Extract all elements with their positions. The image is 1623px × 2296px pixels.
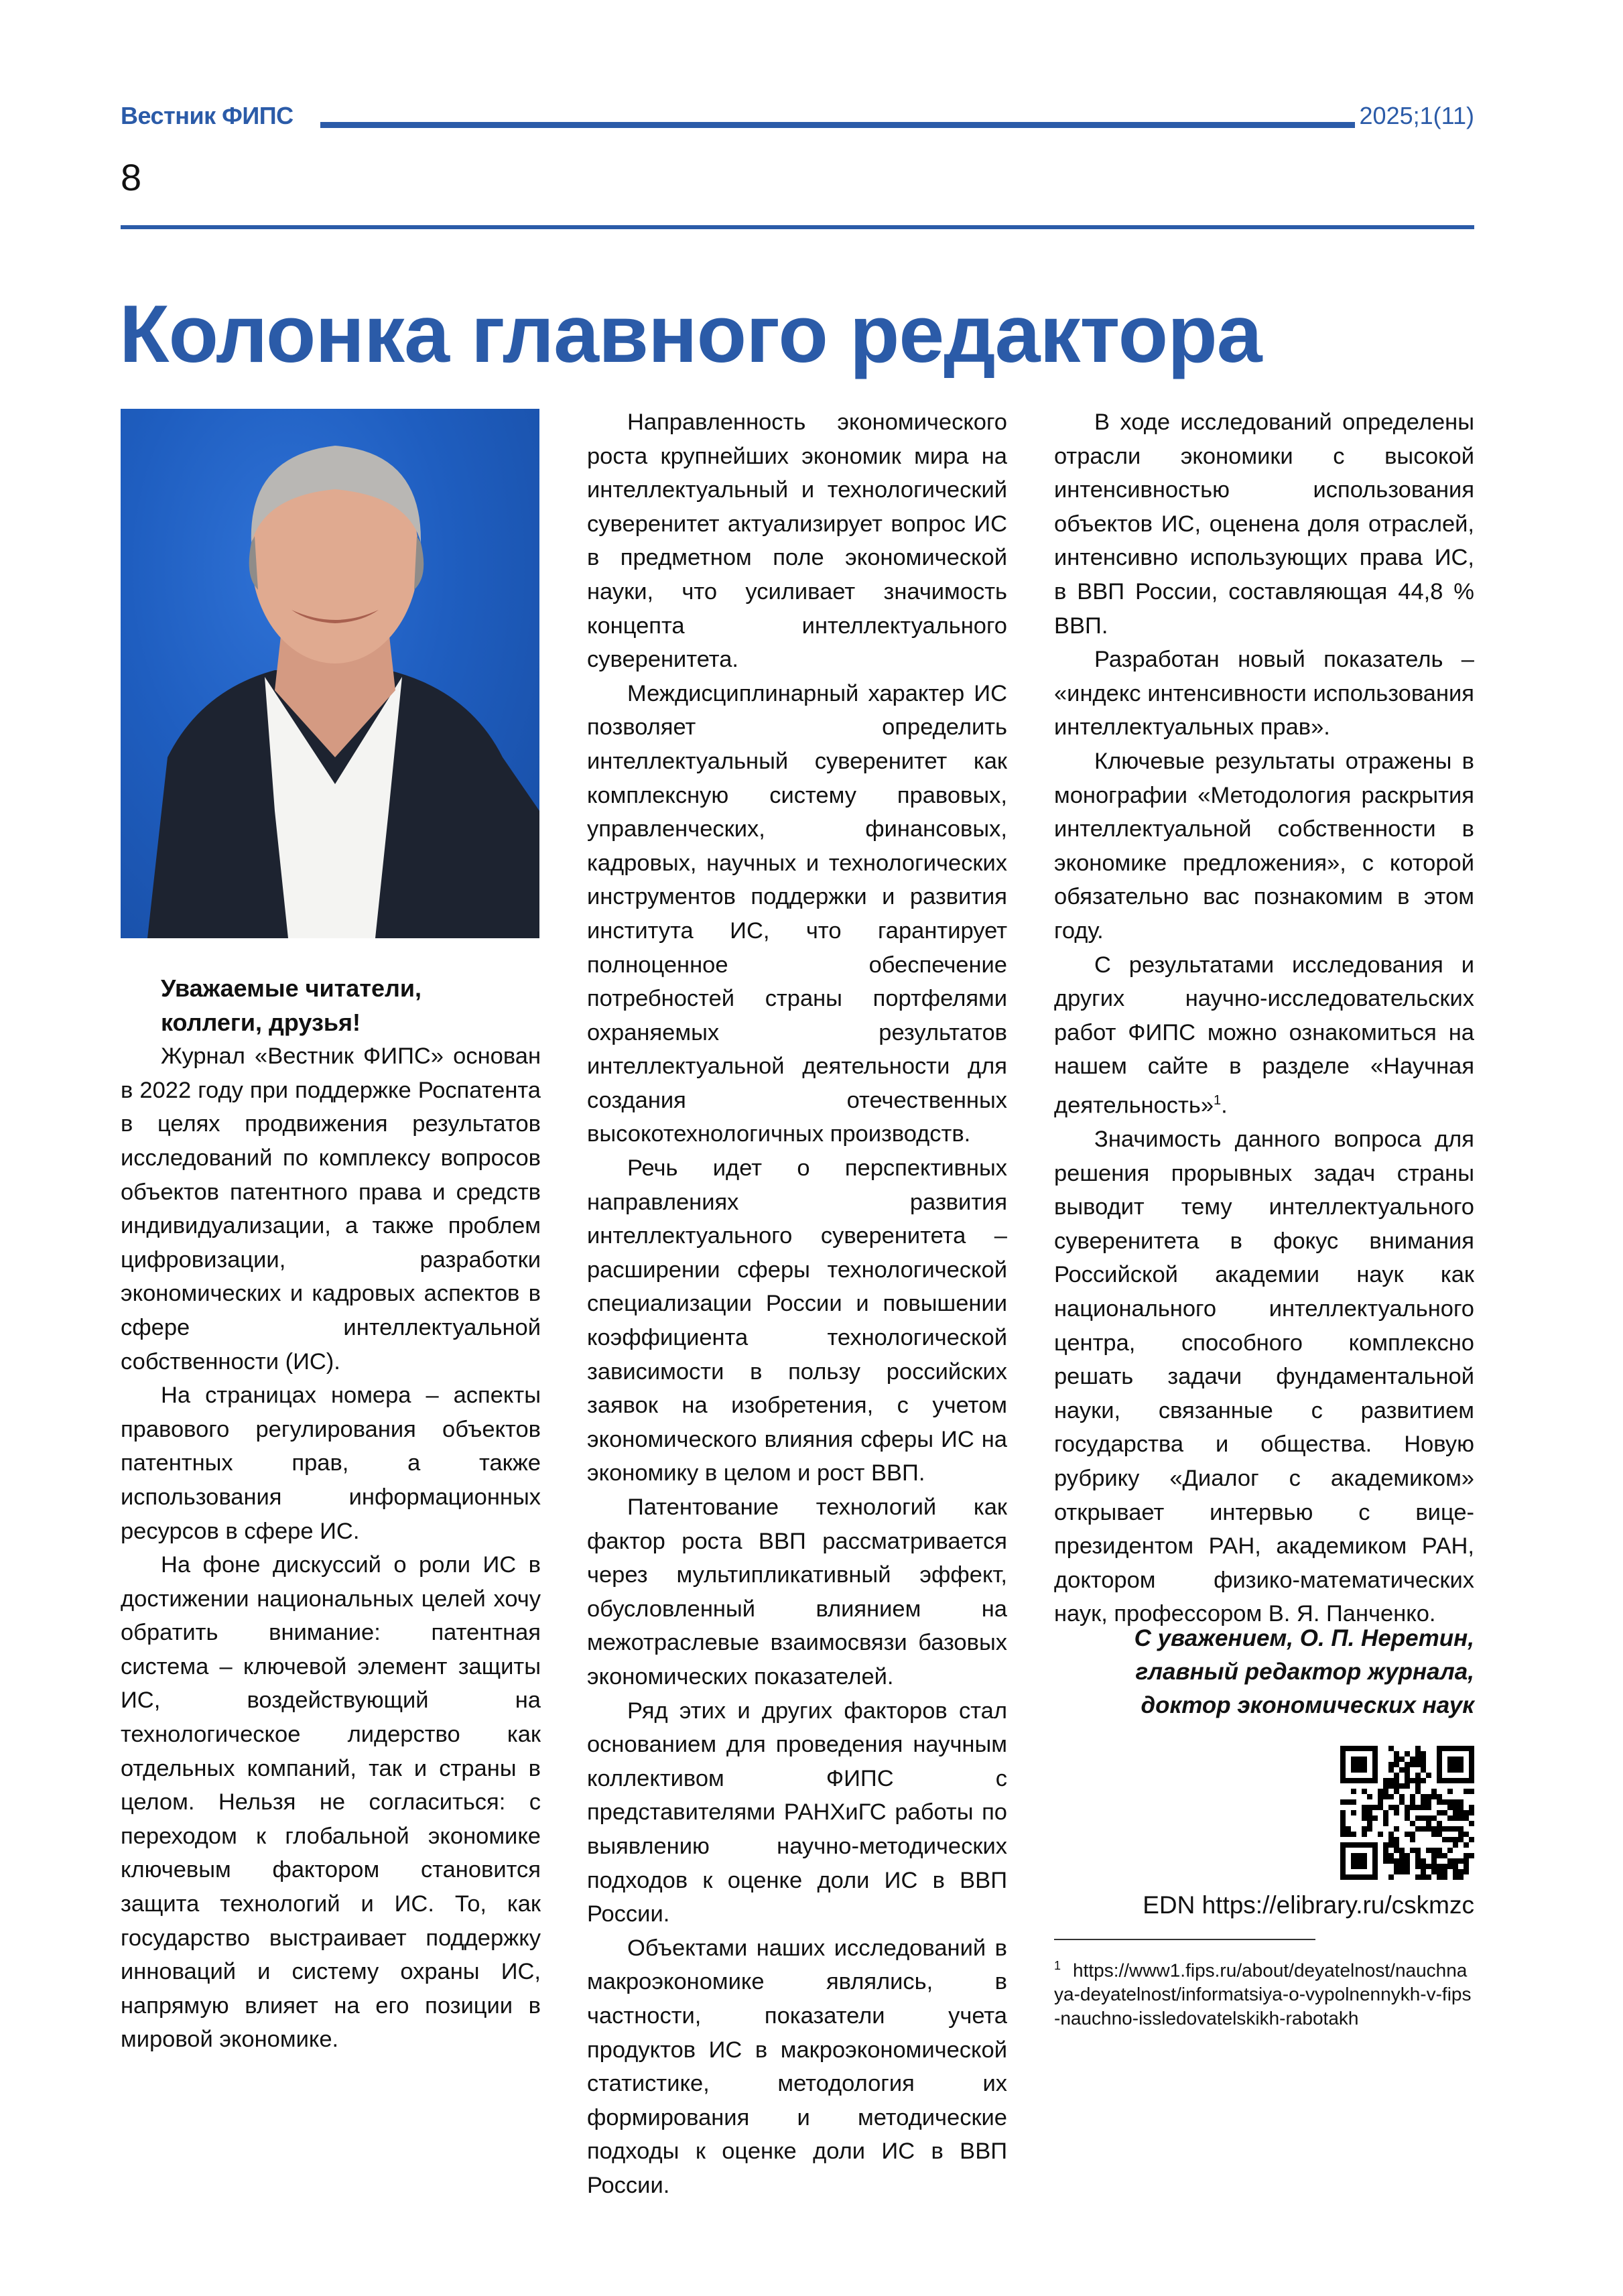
issue-number: 2025;1(11) <box>1359 102 1474 129</box>
qr-module <box>1383 1815 1388 1821</box>
greeting-heading <box>161 972 541 1039</box>
qr-module <box>1442 1874 1447 1880</box>
qr-module <box>1415 1805 1421 1810</box>
qr-module <box>1394 1869 1399 1874</box>
qr-module <box>1378 1794 1383 1799</box>
qr-module <box>1410 1762 1415 1767</box>
qr-module <box>1453 1874 1458 1880</box>
qr-module <box>1464 1789 1469 1794</box>
qr-module <box>1405 1805 1410 1810</box>
paragraph: Разработан новый показатель – «индекс интенсивности использования интеллектуальных прав». <box>1054 647 1474 741</box>
qr-module <box>1346 1832 1351 1837</box>
paragraph: Ряд этих и других факторов стал основанием для проведения научным коллективом ФИПС с представителями РАНХиГС работы по выявлению научно-методических подходов к оценке доли ИС в ВВП России. <box>587 1698 1007 1927</box>
qr-module <box>1394 1848 1399 1853</box>
qr-module <box>1469 1837 1474 1842</box>
paragraph-text: С результатами исследования и других научно-исследовательских работ ФИПС можно ознакомиться на нашем сайте в разделе «Научная деятельность» <box>1054 952 1474 1119</box>
qr-module <box>1388 1832 1394 1837</box>
qr-module <box>1421 1799 1426 1805</box>
qr-module <box>1351 1810 1356 1815</box>
qr-module <box>1399 1783 1405 1789</box>
qr-module <box>1421 1864 1426 1869</box>
edn-link[interactable]: EDN https://elibrary.ru/cskmzc <box>1143 1891 1474 1919</box>
qr-module <box>1340 1821 1346 1826</box>
qr-module <box>1431 1789 1437 1794</box>
qr-module <box>1437 1821 1442 1826</box>
qr-module <box>1394 1773 1399 1778</box>
qr-module <box>1415 1815 1421 1821</box>
qr-module <box>1399 1853 1405 1858</box>
qr-module <box>1458 1810 1464 1815</box>
qr-module <box>1431 1832 1437 1837</box>
qr-module <box>1437 1864 1442 1869</box>
qr-module <box>1394 1858 1399 1864</box>
qr-module <box>1383 1821 1388 1826</box>
qr-module <box>1351 1757 1367 1773</box>
qr-module <box>1421 1826 1426 1832</box>
qr-module <box>1410 1778 1415 1783</box>
qr-module <box>1378 1789 1383 1794</box>
paragraph: Направленность экономического роста крупнейших экономик мира на интеллектуальный и технологический суверенитет актуализирует вопрос ИС в предметном поле экономической науки, что усиливает значимость концепта интеллектуального суверенитета. <box>587 409 1007 673</box>
qr-module <box>1405 1853 1410 1858</box>
qr-module <box>1383 1810 1388 1815</box>
qr-module <box>1431 1826 1437 1832</box>
qr-module <box>1399 1799 1405 1805</box>
qr-module <box>1367 1815 1372 1821</box>
qr-module <box>1469 1853 1474 1858</box>
page-number: 8 <box>121 156 142 198</box>
header-divider <box>121 225 1474 229</box>
qr-module <box>1388 1783 1394 1789</box>
qr-module <box>1421 1778 1426 1783</box>
qr-module <box>1464 1842 1469 1848</box>
qr-module <box>1415 1757 1421 1762</box>
qr-module <box>1383 1848 1388 1853</box>
qr-module <box>1362 1815 1367 1821</box>
qr-module <box>1453 1810 1458 1815</box>
qr-module <box>1464 1858 1469 1864</box>
qr-module <box>1442 1853 1447 1858</box>
qr-module <box>1405 1815 1410 1821</box>
qr-module <box>1426 1794 1431 1799</box>
qr-module <box>1421 1805 1426 1810</box>
qr-module <box>1431 1853 1437 1858</box>
qr-module <box>1421 1869 1426 1874</box>
qr-module <box>1394 1837 1399 1842</box>
qr-module <box>1447 1815 1453 1821</box>
qr-module <box>1437 1853 1442 1858</box>
column-2 <box>587 405 1007 2202</box>
qr-module <box>1426 1848 1431 1853</box>
qr-module <box>1447 1837 1453 1842</box>
qr-module <box>1421 1762 1426 1767</box>
qr-module <box>1447 1826 1453 1832</box>
qr-module <box>1405 1783 1410 1789</box>
qr-module <box>1415 1746 1421 1751</box>
qr-module <box>1442 1810 1447 1815</box>
paragraph: Объектами наших исследований в макроэкономике являлись, в частности, показатели учета продуктов ИС в макроэкономической статистике, методология их формирования и методические подходы к оценке доли ИС в ВВП России. <box>587 1935 1007 2198</box>
qr-module <box>1367 1794 1372 1799</box>
signature <box>1134 1622 1474 1722</box>
qr-module <box>1405 1858 1410 1864</box>
qr-module <box>1415 1826 1421 1832</box>
qr-module <box>1394 1826 1399 1832</box>
qr-module <box>1399 1757 1405 1762</box>
qr-module <box>1362 1805 1367 1810</box>
qr-module <box>1410 1832 1415 1837</box>
period: . <box>1221 1092 1228 1119</box>
qr-module <box>1399 1794 1405 1799</box>
qr-module <box>1421 1858 1426 1864</box>
qr-module <box>1410 1821 1415 1826</box>
page-title: Колонка главного редактора <box>119 288 1262 379</box>
qr-module <box>1453 1799 1458 1805</box>
qr-module <box>1453 1815 1458 1821</box>
qr-module <box>1453 1869 1458 1874</box>
qr-module <box>1442 1869 1447 1874</box>
paragraph: Журнал «Вестник ФИПС» основан в 2022 году при поддержке Роспатента в целях продвижения результатов исследований по комплексу вопросов объектов патентного права и средств индивидуализации, а также проблем цифровизации, разработки экономических и кадровых аспектов в сфере интеллектуальной собственности (ИС). <box>121 1043 541 1375</box>
qr-module <box>1464 1832 1469 1837</box>
qr-module <box>1437 1826 1442 1832</box>
qr-module <box>1394 1864 1399 1869</box>
qr-module <box>1394 1789 1399 1794</box>
qr-module <box>1394 1810 1399 1815</box>
qr-module <box>1388 1842 1394 1848</box>
qr-module <box>1415 1762 1421 1767</box>
qr-module <box>1437 1810 1442 1815</box>
qr-module <box>1437 1874 1442 1880</box>
qr-module <box>1415 1783 1421 1789</box>
qr-module <box>1458 1874 1464 1880</box>
qr-module <box>1415 1751 1421 1757</box>
qr-module <box>1367 1826 1372 1832</box>
qr-module <box>1394 1757 1399 1762</box>
qr-module <box>1421 1751 1426 1757</box>
qr-module <box>1415 1773 1421 1778</box>
qr-module <box>1340 1832 1346 1837</box>
qr-module <box>1442 1837 1447 1842</box>
qr-module <box>1340 1799 1346 1805</box>
qr-module <box>1458 1815 1464 1821</box>
column-1 <box>121 972 541 2057</box>
footnote-marker: 1 <box>1054 1959 1061 1972</box>
qr-module <box>1437 1794 1442 1799</box>
qr-module <box>1410 1794 1415 1799</box>
signature-line: С уважением, О. П. Неретин, <box>1134 1625 1474 1651</box>
qr-module <box>1405 1751 1410 1757</box>
qr-module <box>1421 1815 1426 1821</box>
qr-module <box>1447 1864 1453 1869</box>
qr-module <box>1383 1783 1388 1789</box>
paragraph: На фоне дискуссий о роли ИС в достижении национальных целей хочу обратить внимание: патентная система – ключевой элемент защиты ИС, воздействующий на технологическое лидерство как отдельных компаний, так и страны в целом. Нельзя не согласиться: с переходом к глобальной экономике ключевым фактором становится защита технологий и ИС. То, как государство выстраивает поддержку инноваций и систему охраны ИС, напрямую влияет на его позиции в мировой экономике. <box>121 1552 541 2053</box>
footnote-divider <box>1054 1939 1315 1940</box>
column-3 <box>1054 405 1474 1631</box>
qr-module <box>1383 1778 1388 1783</box>
qr-module <box>1399 1864 1405 1869</box>
qr-module <box>1362 1789 1367 1794</box>
qr-module <box>1394 1842 1399 1848</box>
qr-module <box>1415 1789 1421 1794</box>
qr-module <box>1372 1805 1378 1810</box>
qr-module <box>1442 1799 1447 1805</box>
qr-module <box>1405 1864 1410 1869</box>
qr-module <box>1340 1815 1346 1821</box>
qr-module <box>1388 1762 1394 1767</box>
qr-module <box>1362 1826 1367 1832</box>
qr-module <box>1458 1799 1464 1805</box>
qr-module <box>1447 1799 1453 1805</box>
qr-module <box>1421 1794 1426 1799</box>
qr-module <box>1383 1789 1388 1794</box>
qr-module <box>1458 1837 1464 1842</box>
qr-module <box>1431 1864 1437 1869</box>
qr-module <box>1351 1853 1367 1869</box>
qr-module <box>1399 1767 1405 1773</box>
qr-module <box>1431 1848 1437 1853</box>
qr-module <box>1458 1869 1464 1874</box>
qr-module <box>1421 1757 1426 1762</box>
qr-module <box>1415 1874 1421 1880</box>
qr-module <box>1442 1864 1447 1869</box>
qr-module <box>1383 1842 1388 1848</box>
qr-module <box>1410 1837 1415 1842</box>
qr-module <box>1394 1762 1399 1767</box>
qr-module <box>1431 1858 1437 1864</box>
greeting-line: Уважаемые читатели, <box>161 974 421 1002</box>
qr-module <box>1367 1821 1372 1826</box>
qr-module <box>1394 1778 1399 1783</box>
qr-module <box>1378 1832 1383 1837</box>
qr-module <box>1394 1783 1399 1789</box>
qr-module <box>1351 1799 1356 1805</box>
qr-module <box>1464 1864 1469 1869</box>
qr-module <box>1399 1869 1405 1874</box>
qr-module <box>1426 1805 1431 1810</box>
qr-module <box>1405 1773 1410 1778</box>
qr-module <box>1367 1805 1372 1810</box>
qr-module <box>1388 1805 1394 1810</box>
qr-module <box>1458 1832 1464 1837</box>
qr-module <box>1399 1848 1405 1853</box>
qr-module <box>1469 1810 1474 1815</box>
qr-module <box>1410 1799 1415 1805</box>
qr-module <box>1415 1858 1421 1864</box>
qr-module <box>1405 1762 1410 1767</box>
qr-module <box>1431 1815 1437 1821</box>
qr-module <box>1351 1789 1356 1794</box>
paragraph: Значимость данного вопроса для решения прорывных задач страны выводит тему интеллектуального суверенитета в фокус внимания Российской академии наук как национального интеллектуального центра, способного комплексно решать задачи фундаментальной науки, связанные с развитием государства и общества. Новую рубрику «Диалог с академиком» открывает интервью с вице-президентом РАН, академиком РАН, доктором физико-математических наук, профессором В. Я. Панченко. <box>1054 1126 1474 1627</box>
qr-module <box>1442 1826 1447 1832</box>
qr-module <box>1469 1789 1474 1794</box>
qr-module <box>1388 1853 1394 1858</box>
qr-module <box>1437 1799 1442 1805</box>
qr-module <box>1453 1858 1458 1864</box>
qr-module <box>1388 1778 1394 1783</box>
qr-module <box>1431 1794 1437 1799</box>
qr-module <box>1351 1832 1356 1837</box>
qr-module <box>1458 1858 1464 1864</box>
qr-module <box>1458 1826 1464 1832</box>
qr-module <box>1367 1810 1372 1815</box>
qr-module <box>1372 1815 1378 1821</box>
qr-module <box>1410 1848 1415 1853</box>
footnote-link[interactable]: https://www1.fips.ru/about/deyatelnost/nauchnaya-deyatelnost/informatsiya-o-vypolnennykh-v-fips-nauchno-issledovatelskikh-rabotakh <box>1054 1960 1472 2029</box>
qr-module <box>1378 1799 1383 1805</box>
qr-module <box>1362 1832 1367 1837</box>
greeting-line: коллеги, друзья! <box>161 1008 361 1036</box>
qr-module <box>1453 1837 1458 1842</box>
paragraph: Ключевые результаты отражены в монографии «Методология раскрытия интеллектуальной собственности в экономике предложения», с которой обязательно вас познакомим в этом году. <box>1054 748 1474 944</box>
qr-module <box>1405 1869 1410 1874</box>
qr-module <box>1464 1815 1469 1821</box>
qr-module <box>1405 1810 1410 1815</box>
qr-module <box>1447 1858 1453 1864</box>
qr-module <box>1388 1767 1394 1773</box>
qr-module <box>1426 1874 1431 1880</box>
qr-module <box>1421 1767 1426 1773</box>
qr-module <box>1453 1864 1458 1869</box>
qr-module <box>1378 1805 1383 1810</box>
qr-module <box>1453 1826 1458 1832</box>
header-rule <box>320 122 1355 128</box>
qr-module <box>1399 1858 1405 1864</box>
qr-module <box>1415 1778 1421 1783</box>
qr-code[interactable] <box>1340 1746 1474 1880</box>
qr-module <box>1464 1869 1469 1874</box>
qr-module <box>1421 1874 1426 1880</box>
qr-module <box>1426 1821 1431 1826</box>
paragraph: Междисциплинарный характер ИС позволяет определить интеллектуальный суверенитет как комплексную систему правовых, управленческих, финансовых, кадровых, научных и технологических инструментов поддержки и развития института ИС, что гарантирует полноценное обеспечение потребностей страны портфелями охраняемых результатов интеллектуальной деятельности для создания отечественных высокотехнологичных производств. <box>587 680 1007 1147</box>
qr-module <box>1340 1826 1346 1832</box>
qr-module <box>1394 1751 1399 1757</box>
portrait-photo <box>121 409 539 938</box>
paragraph: В ходе исследований определены отрасли экономики с высокой интенсивностью использования объектов ИС, оценена доля отраслей, интенсивно использующих права ИС, в ВВП России, составляющая 44,8 % ВВП. <box>1054 409 1474 639</box>
qr-module <box>1426 1773 1431 1778</box>
qr-module <box>1405 1778 1410 1783</box>
qr-module <box>1394 1805 1399 1810</box>
qr-module <box>1415 1853 1421 1858</box>
qr-module <box>1405 1767 1410 1773</box>
qr-module <box>1447 1848 1453 1853</box>
qr-module <box>1431 1869 1437 1874</box>
qr-module <box>1453 1805 1458 1810</box>
qr-module <box>1388 1746 1394 1751</box>
qr-module <box>1469 1821 1474 1826</box>
qr-module <box>1447 1805 1453 1810</box>
qr-module <box>1346 1799 1351 1805</box>
qr-module <box>1426 1815 1431 1821</box>
qr-module <box>1464 1810 1469 1815</box>
qr-module <box>1410 1757 1415 1762</box>
qr-module <box>1437 1869 1442 1874</box>
qr-module <box>1426 1799 1431 1805</box>
qr-module <box>1340 1810 1346 1815</box>
paragraph: Речь идет о перспективных направлениях развития интеллектуального суверенитета – расширении сферы технологической специализации России и повышении коэффициента технологической зависимости в пользу российских заявок на изобретения, с учетом экономического влияния сферы ИС на экономику в целом и рост ВВП. <box>587 1155 1007 1486</box>
paragraph: На страницах номера – аспекты правового регулирования объектов патентных прав, а также использования информационных ресурсов в сфере ИС. <box>121 1383 541 1544</box>
footnote <box>1054 1954 1474 2031</box>
qr-module <box>1405 1832 1410 1837</box>
qr-module <box>1453 1842 1458 1848</box>
footnote-ref[interactable]: 1 <box>1214 1092 1222 1108</box>
qr-module <box>1415 1864 1421 1869</box>
qr-module <box>1458 1805 1464 1810</box>
paragraph <box>1054 948 1474 1123</box>
qr-module <box>1388 1794 1394 1799</box>
qr-module <box>1437 1832 1442 1837</box>
qr-module <box>1388 1858 1394 1864</box>
qr-module <box>1426 1826 1431 1832</box>
qr-module <box>1362 1810 1367 1815</box>
qr-module <box>1464 1853 1469 1858</box>
qr-module <box>1447 1789 1453 1794</box>
signature-line: доктор экономических наук <box>1141 1692 1474 1718</box>
qr-module <box>1469 1805 1474 1810</box>
qr-module <box>1388 1874 1394 1880</box>
qr-module <box>1426 1864 1431 1869</box>
qr-module <box>1383 1794 1388 1799</box>
qr-module <box>1383 1858 1388 1864</box>
qr-module <box>1346 1826 1351 1832</box>
signature-line: главный редактор журнала, <box>1135 1659 1474 1685</box>
paragraph: Патентование технологий как фактор роста ВВП рассматривается через мультипликативный эффект, обусловленный влиянием на межотраслевые взаимосвязи базовых экономических показателей. <box>587 1494 1007 1689</box>
qr-module <box>1447 1757 1464 1773</box>
qr-module <box>1415 1848 1421 1853</box>
qr-module <box>1410 1805 1415 1810</box>
qr-module <box>1383 1853 1388 1858</box>
journal-name: Вестник ФИПС <box>121 102 294 129</box>
qr-module <box>1388 1837 1394 1842</box>
qr-module <box>1437 1848 1442 1853</box>
